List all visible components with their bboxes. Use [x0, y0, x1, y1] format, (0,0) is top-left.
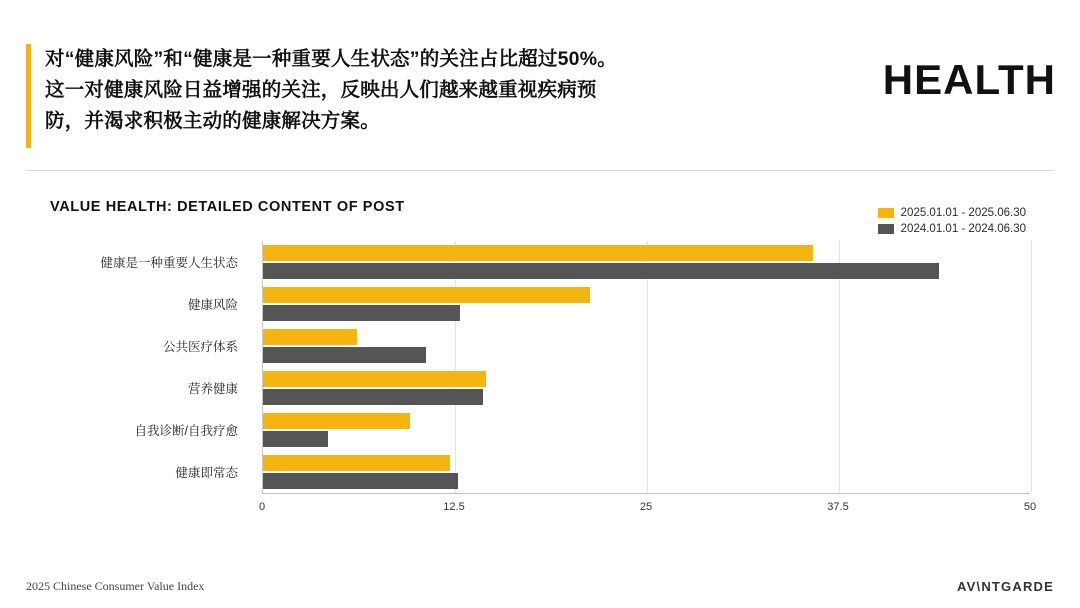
bar — [263, 287, 590, 303]
legend-swatch-icon — [878, 208, 894, 218]
page-header — [26, 44, 1056, 154]
x-tick-label: 25 — [639, 501, 653, 513]
chart-title: VALUE HEALTH: DETAILED CONTENT OF POST — [50, 199, 405, 215]
headline-line-3: 防，并渴求积极主动的健康解决方案。 — [45, 109, 380, 132]
category-label: 健康是一种重要人生状态 — [100, 256, 238, 270]
legend-label: 2025.01.01 - 2025.06.30 — [900, 207, 1026, 219]
bar — [263, 413, 410, 429]
category-label: 健康风险 — [187, 298, 238, 312]
accent-bar — [26, 44, 31, 148]
bar — [263, 473, 458, 489]
plot-area — [50, 241, 1037, 531]
x-tick-label: 12.5 — [443, 501, 465, 513]
bar — [263, 347, 426, 363]
legend-swatch-icon — [878, 224, 894, 234]
headline-text — [45, 44, 617, 148]
footer-note: 2025 Chinese Consumer Value Index — [26, 579, 205, 593]
bar — [263, 245, 813, 261]
bars-area — [262, 241, 1030, 493]
x-tick-label: 37.5 — [827, 501, 849, 513]
headline-block — [26, 44, 617, 148]
category-axis — [50, 241, 246, 493]
footer-logo: AV\NTGARDE — [957, 579, 1054, 594]
bar — [263, 455, 450, 471]
legend-item — [878, 207, 1026, 219]
category-label: 公共医疗体系 — [162, 340, 238, 354]
category-label: 营养健康 — [187, 382, 238, 396]
bar — [263, 305, 460, 321]
page-title: HEALTH — [882, 56, 1056, 103]
x-tick-label: 50 — [1023, 501, 1037, 513]
bar — [263, 371, 486, 387]
x-axis-line — [262, 493, 1030, 494]
chart-panel — [26, 170, 1054, 561]
legend-label: 2024.01.01 - 2024.06.30 — [900, 223, 1026, 235]
gridline — [1031, 241, 1032, 493]
bar — [263, 389, 483, 405]
bar — [263, 263, 939, 279]
bar — [263, 431, 328, 447]
category-label: 健康即常态 — [175, 466, 238, 480]
legend-item — [878, 223, 1026, 235]
chart-legend — [878, 207, 1026, 235]
headline-line-1: 对“健康风险”和“健康是一种重要人生状态”的关注占比超过50%。 — [45, 48, 617, 70]
x-tick-label: 0 — [258, 501, 266, 513]
headline-line-2: 这一对健康风险日益增强的关注，反映出人们越来越重视疾病预 — [45, 78, 597, 101]
category-label: 自我诊断/自我疗愈 — [134, 424, 238, 438]
bar — [263, 329, 357, 345]
